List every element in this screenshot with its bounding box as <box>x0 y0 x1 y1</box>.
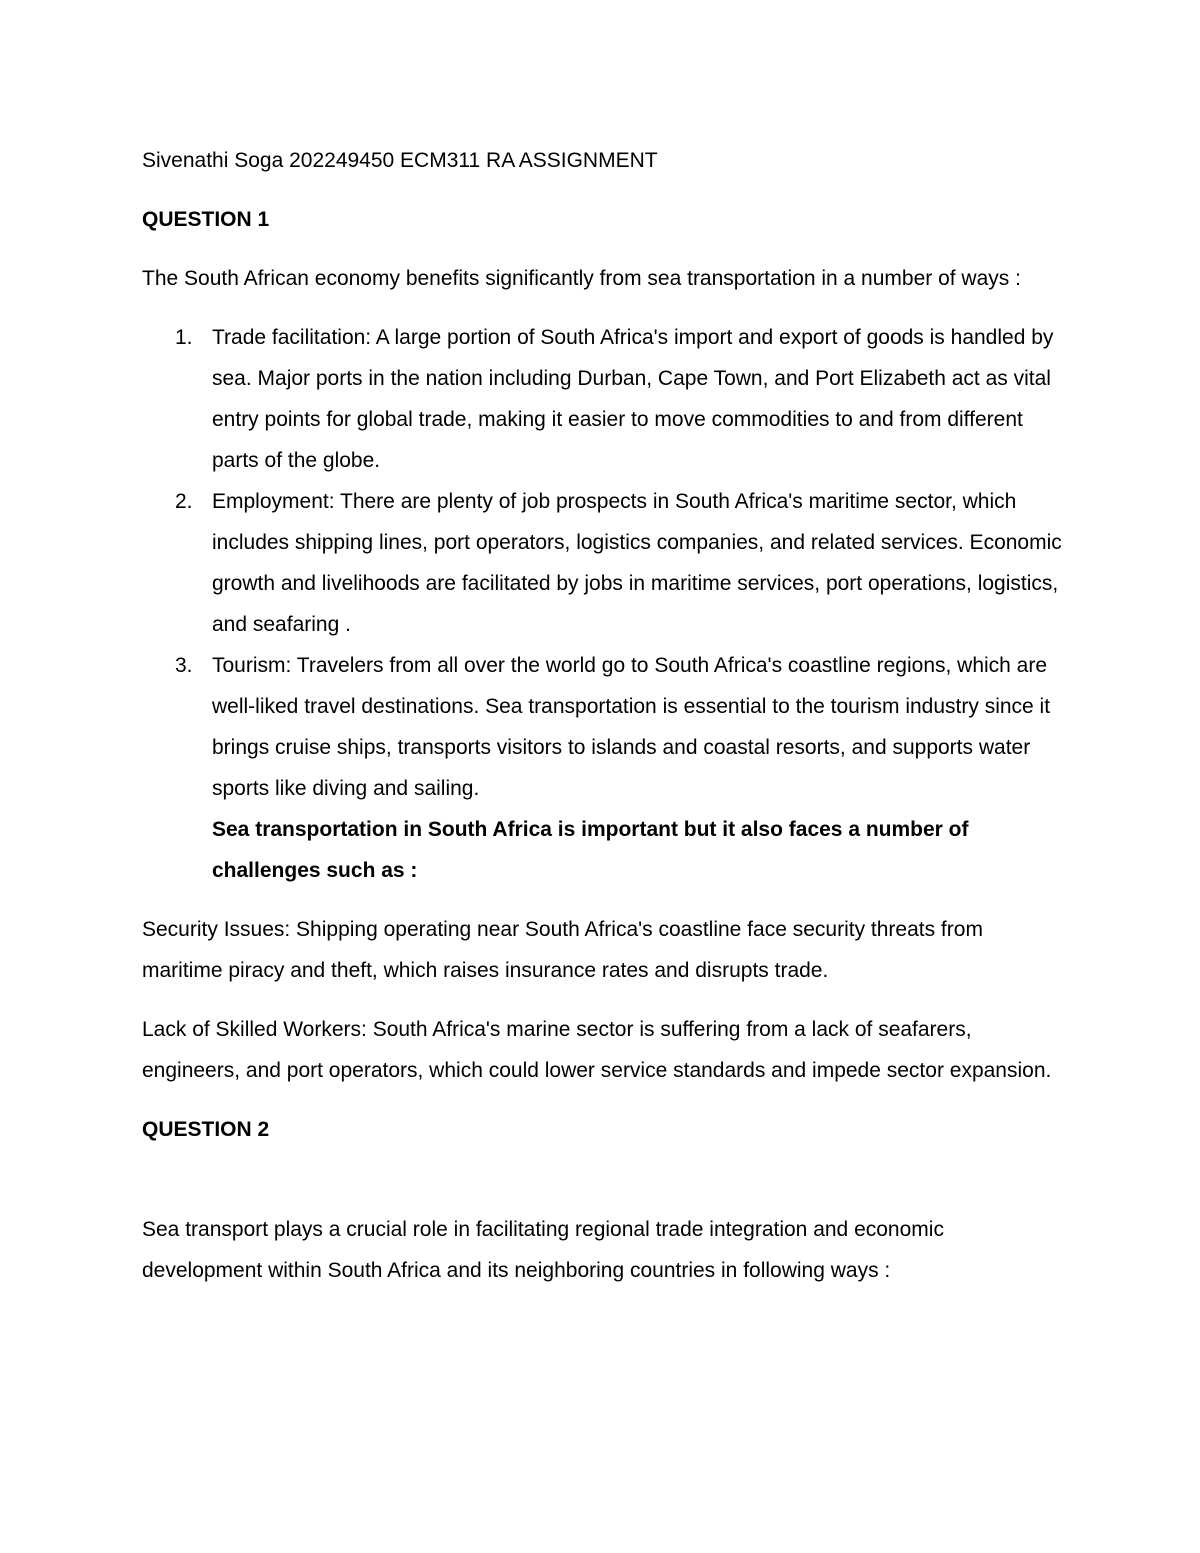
question-1-heading: QUESTION 1 <box>142 208 270 231</box>
list-item-text: Trade facilitation: A large portion of South Africa's import and export of goods is handled by sea. Major ports in the nation including Durban, Cape Town, and Port Elizabeth act as vital entry points for global trade, making it easier to move commodities to and from different parts of the globe. <box>212 326 1054 472</box>
question-1-intro: The South African economy benefits significantly from sea transportation in a number of ways : <box>142 267 1021 290</box>
list-item-number: 3. <box>175 654 193 677</box>
list-item <box>142 481 1062 645</box>
list-item <box>142 645 1062 809</box>
question-2-heading: QUESTION 2 <box>142 1118 270 1141</box>
question-2-intro: Sea transport plays a crucial role in facilitating regional trade integration and economic development within South Africa and its neighboring countries in following ways : <box>142 1218 944 1282</box>
document-header: Sivenathi Soga 202249450 ECM311 RA ASSIGNMENT <box>142 149 658 172</box>
list-item-number: 1. <box>175 326 193 349</box>
benefits-list <box>142 317 1062 809</box>
list-item <box>142 317 1062 481</box>
list-item-text: Employment: There are plenty of job prospects in South Africa's maritime sector, which includes shipping lines, port operators, logistics companies, and related services. Economic growth and livelihoods are facilitated by jobs in maritime services, port operations, logistics, and seafaring . <box>212 490 1062 636</box>
document-body <box>142 140 1062 1291</box>
challenge-skills-paragraph: Lack of Skilled Workers: South Africa's marine sector is suffering from a lack of seafarers, engineers, and port operators, which could lower service standards and impede sector expansion. <box>142 1018 1052 1082</box>
list-item-number: 2. <box>175 490 193 513</box>
challenges-note: Sea transportation in South Africa is important but it also faces a number of challenges such as : <box>212 818 969 882</box>
challenge-security-paragraph: Security Issues: Shipping operating near South Africa's coastline face security threats from maritime piracy and theft, which raises insurance rates and disrupts trade. <box>142 918 983 982</box>
list-item-text: Tourism: Travelers from all over the world go to South Africa's coastline regions, which are well-liked travel destinations. Sea transportation is essential to the tourism industry since it brings cruise ships, transports visitors to islands and coastal resorts, and supports water sports like diving and sailing. <box>212 654 1051 800</box>
